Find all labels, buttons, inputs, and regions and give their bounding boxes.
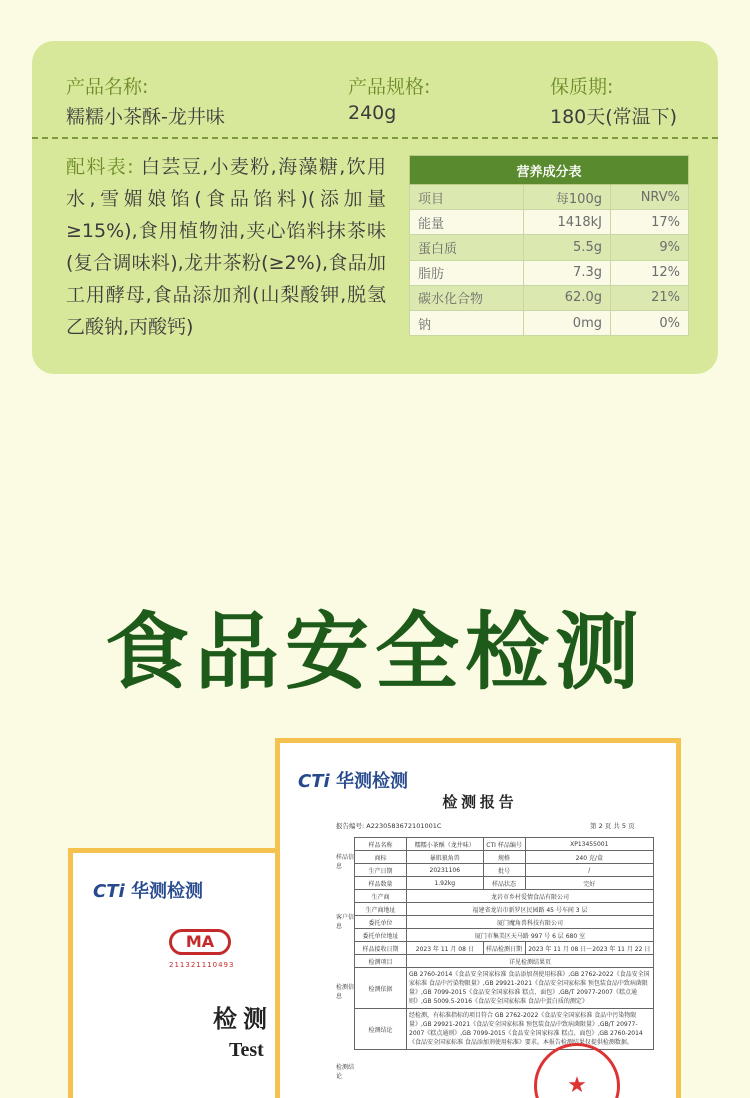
report-cell: 样品检测日期 [483,942,525,955]
cti-logo [298,767,408,793]
table-row [355,864,654,877]
table-row [355,890,654,903]
report-cell: 龙岩市乡村爱情食品有限公司 [407,890,654,903]
logo-text: CTi [298,771,330,792]
report-table [354,837,654,1050]
cert-title-en: Test [229,1039,264,1061]
report-cell: 检测项目 [355,955,407,968]
report-cell: 1.92kg [407,877,484,890]
product-spec-value: 240g [348,102,397,124]
nutrition-cell: 5.5g [523,235,610,260]
side-label: 检测结论 [336,1064,355,1080]
report-cell: / [525,864,653,877]
cma-mark: MA [169,929,231,955]
nutrition-cell: 9% [610,235,688,260]
ingredients-label: 配料表: [66,156,134,178]
table-row [355,916,654,929]
shelf-life-label: 保质期: [550,76,614,98]
side-label: 检测信息 [336,984,355,1000]
report-cell: 样品状态 [483,877,525,890]
ingredients-text: 白芸豆,小麦粉,海藻糖,饮用水,雪媚娘馅(食品馅料)(添加量≥15%),食用植物油,夹心馅料抹茶味(复合调味料),龙井茶粉(≥2%),食品加工用酵母,食品添加剂(山梨酸钾,脱氢乙酸钠,丙酸钙) [66,156,386,338]
report-cell: 详见检测结果页 [407,955,654,968]
table-row [355,838,654,851]
report-title: 检 测 报 告 [442,795,514,811]
table-row [355,1009,654,1050]
certificate-back [68,848,308,1098]
report-cell: 20231106 [407,864,484,877]
report-cell: 240 克/盒 [525,851,653,864]
report-cell: 委托单位地址 [355,929,407,942]
report-cell: 2023 年 11 月 08 日～2023 年 11 月 22 日 [525,942,653,955]
report-cell: 委托单位 [355,916,407,929]
table-row [355,877,654,890]
divider [32,137,718,139]
report-cell: 经检测，有标准指标的项目符合 GB 2762-2022《食品安全国家标准 食品中污染物限量》,GB 29921-2021《食品安全国家标准 预包装食品中致病菌限量》,GB/T 20977-2007《糕点通则》,GB 7099-2015《食品安全国家标准 糕点、面包》,GB 2760-2014《食品安全国家标准 食品添加剂使用标准》要求。本报告检测结果仅提供检测数据。 [407,1009,654,1050]
nutrition-title: 营养成分表 [410,156,689,185]
report-cell: 批号 [483,864,525,877]
table-row [355,942,654,955]
report-cell: 厦门魔角兽科技有限公司 [407,916,654,929]
cti-logo [93,877,203,903]
report-cell: GB 2760-2014《食品安全国家标准 食品添加剂使用标准》,GB 2762-2022《食品安全国家标准 食品中污染物限量》,GB 29921-2021《食品安全国家标准 预包装食品中致病菌限量》,GB 7099-2015《食品安全国家标准 糕点、面包》,GB/T 20977-2007《糕点通则》,GB 5009.5-2016《食品安全国家标准 食品中蛋白质的测定》 [407,968,654,1009]
nutrition-cell: 0mg [523,310,610,335]
table-row [355,903,654,916]
product-spec-label: 产品规格: [348,76,431,98]
table-row [410,310,689,335]
report-cell: 2023 年 11 月 08 日 [407,942,484,955]
nutrition-table [409,155,689,336]
shelf-life-value: 180天(常温下) [550,106,678,128]
side-label: 客户信息 [336,914,355,930]
cert-number: 211321110493 [169,961,235,969]
nutrition-cell: 7.3g [523,260,610,285]
nutrition-cell: 1418kJ [523,210,610,235]
test-report [275,738,681,1098]
table-row [355,851,654,864]
table-row [410,235,689,260]
report-cell: 样品名称 [355,838,407,851]
product-name-label: 产品名称: [66,76,149,98]
report-cell: 规格 [483,851,525,864]
headline: 食品安全检测 [104,603,645,701]
nutrition-cell: 17% [610,210,688,235]
table-row [410,210,689,235]
report-cell: 生产商 [355,890,407,903]
nutrition-cell: 脂肪 [410,260,524,285]
nutrition-cell: 碳水化合物 [410,285,524,310]
report-cell: 商标 [355,851,407,864]
red-stamp: ★ [534,1043,620,1098]
report-cell: 暴肌狼角兽 [407,851,484,864]
table-row [410,260,689,285]
logo-cn: 华测检测 [335,771,408,792]
report-number: 报告编号: A2230583672101001C [336,822,442,830]
side-label: 样品信息 [336,854,355,870]
logo-text: CTi [93,881,125,902]
logo-cn: 华测检测 [130,881,203,902]
report-cell: 样品接收日期 [355,942,407,955]
report-cell: 糯糯小茶酥（龙井味） [407,838,484,851]
report-cell: 福建省龙岩市新罗区民园路 45 号车间 3 层 [407,903,654,916]
table-row [410,185,689,210]
nutrition-cell: 蛋白质 [410,235,524,260]
table-row [355,955,654,968]
cert-title: 检 测 [213,1007,267,1033]
product-name-value: 糯糯小茶酥-龙井味 [66,106,225,128]
report-cell: 生产日期 [355,864,407,877]
nutrition-cell: 21% [610,285,688,310]
nutrition-cell: 每100g [523,185,610,210]
report-cell: 检测结论 [355,1009,407,1050]
report-cell: 样品数量 [355,877,407,890]
nutrition-cell: 0% [610,310,688,335]
nutrition-cell: NRV% [610,185,688,210]
side-labels [336,837,354,1081]
report-cell: 检测依据 [355,968,407,1009]
nutrition-cell: 12% [610,260,688,285]
table-row [355,968,654,1009]
report-cell: 完好 [525,877,653,890]
report-cell: XP13455001 [525,838,653,851]
ingredients-block [66,151,386,343]
table-row [355,929,654,942]
report-cell: 生产商地址 [355,903,407,916]
report-cell: 厦门市集美区天马路 997 号 6 层 680 室 [407,929,654,942]
page-number: 第 2 页 共 5 页 [590,822,635,830]
nutrition-cell: 62.0g [523,285,610,310]
table-row [410,285,689,310]
report-cell: CTI 样品编号 [483,838,525,851]
nutrition-cell: 能量 [410,210,524,235]
nutrition-cell: 钠 [410,310,524,335]
nutrition-cell: 项目 [410,185,524,210]
